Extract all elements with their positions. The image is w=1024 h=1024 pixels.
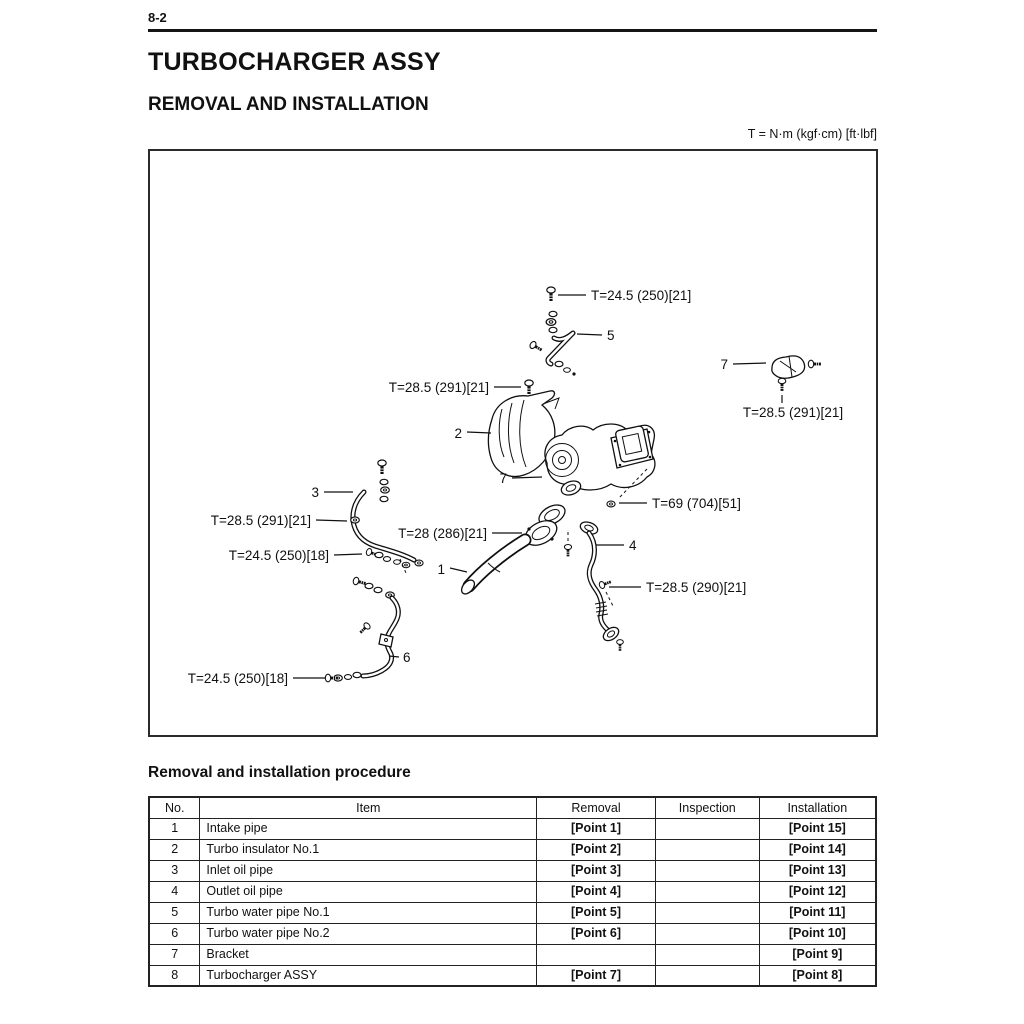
col-header-removal: Removal bbox=[537, 797, 656, 818]
part-label-2: 2 bbox=[454, 426, 462, 441]
cell-removal: [Point 6] bbox=[537, 923, 656, 944]
cell-installation: [Point 14] bbox=[759, 839, 876, 860]
cell-item: Turbo insulator No.1 bbox=[200, 839, 537, 860]
cell-inspection bbox=[655, 818, 759, 839]
exploded-diagram-frame bbox=[148, 149, 878, 737]
cell-item: Turbocharger ASSY bbox=[200, 965, 537, 986]
table-row bbox=[149, 839, 876, 860]
leader-line bbox=[316, 520, 347, 521]
cell-removal: [Point 7] bbox=[537, 965, 656, 986]
cell-installation: [Point 15] bbox=[759, 818, 876, 839]
part-1-intake-pipe-drawing bbox=[459, 540, 525, 596]
parts-diagram bbox=[150, 151, 876, 735]
cell-no: 5 bbox=[149, 902, 200, 923]
cell-inspection bbox=[655, 923, 759, 944]
cell-item: Bracket bbox=[200, 944, 537, 965]
leader-line bbox=[577, 334, 602, 335]
part-label-1: 1 bbox=[437, 562, 445, 577]
torque-callout: T=69 (704)[51] bbox=[652, 496, 741, 511]
part-label-3: 3 bbox=[311, 485, 319, 500]
cell-item: Outlet oil pipe bbox=[200, 881, 537, 902]
cell-no: 2 bbox=[149, 839, 200, 860]
cell-inspection bbox=[655, 881, 759, 902]
cell-removal: [Point 3] bbox=[537, 860, 656, 881]
torque-callout: T=28.5 (290)[21] bbox=[646, 580, 747, 595]
cell-installation: [Point 10] bbox=[759, 923, 876, 944]
cell-removal: [Point 4] bbox=[537, 881, 656, 902]
table-row bbox=[149, 902, 876, 923]
part-4-outlet-oil-pipe-drawing bbox=[579, 520, 624, 651]
cell-inspection bbox=[655, 965, 759, 986]
part-label-4: 4 bbox=[629, 538, 637, 553]
table-row bbox=[149, 965, 876, 986]
part-6-turbo-water-pipe-2-drawing bbox=[325, 577, 398, 682]
torque-callout: T=28.5 (291)[21] bbox=[388, 380, 489, 395]
page-title: TURBOCHARGER ASSY bbox=[148, 48, 441, 76]
cell-installation: [Point 8] bbox=[759, 965, 876, 986]
table-row bbox=[149, 818, 876, 839]
page-number: 8-2 bbox=[148, 10, 167, 25]
leader-line bbox=[450, 568, 467, 572]
cell-installation: [Point 12] bbox=[759, 881, 876, 902]
cell-no: 1 bbox=[149, 818, 200, 839]
cell-item: Intake pipe bbox=[200, 818, 537, 839]
cell-no: 7 bbox=[149, 944, 200, 965]
header-rule bbox=[148, 29, 877, 32]
cell-no: 4 bbox=[149, 881, 200, 902]
table-row bbox=[149, 944, 876, 965]
torque-callout: T=24.5 (250)[18] bbox=[187, 671, 288, 686]
leader-line bbox=[334, 554, 362, 555]
section-heading: REMOVAL AND INSTALLATION bbox=[148, 94, 429, 115]
col-header-inspection: Inspection bbox=[655, 797, 759, 818]
cell-installation: [Point 13] bbox=[759, 860, 876, 881]
cell-installation: [Point 9] bbox=[759, 944, 876, 965]
cell-removal: [Point 5] bbox=[537, 902, 656, 923]
torque-callout: T=24.5 (250)[21] bbox=[591, 288, 692, 303]
leader-line bbox=[467, 432, 491, 433]
leader-line bbox=[733, 363, 766, 364]
cell-item: Turbo water pipe No.1 bbox=[200, 902, 537, 923]
col-header-installation: Installation bbox=[759, 797, 876, 818]
cell-inspection bbox=[655, 944, 759, 965]
table-row bbox=[149, 860, 876, 881]
part-3-inlet-oil-pipe-drawing bbox=[351, 460, 423, 573]
cell-removal: [Point 1] bbox=[537, 818, 656, 839]
cell-no: 6 bbox=[149, 923, 200, 944]
part-7-bracket-drawing bbox=[772, 356, 821, 391]
part-label-6: 6 bbox=[403, 650, 411, 665]
col-header-no: No. bbox=[149, 797, 200, 818]
part-label-7-bracket: 7 bbox=[720, 357, 728, 372]
part-5-turbo-water-pipe-1-drawing bbox=[529, 287, 576, 376]
cell-installation: [Point 11] bbox=[759, 902, 876, 923]
table-header-row bbox=[149, 797, 876, 818]
table-row bbox=[149, 881, 876, 902]
cell-no: 8 bbox=[149, 965, 200, 986]
torque-callout: T=28 (286)[21] bbox=[398, 526, 487, 541]
part-label-7-turbo: 7 bbox=[499, 471, 507, 486]
square-gasket-drawing bbox=[615, 425, 649, 462]
cell-inspection bbox=[655, 839, 759, 860]
cell-item: Inlet oil pipe bbox=[200, 860, 537, 881]
cell-no: 3 bbox=[149, 860, 200, 881]
cell-inspection bbox=[655, 860, 759, 881]
cell-removal bbox=[537, 944, 656, 965]
torque-callout: T=28.5 (291)[21] bbox=[742, 405, 844, 420]
cell-inspection bbox=[655, 902, 759, 923]
torque-callout: T=24.5 (250)[18] bbox=[228, 548, 329, 563]
table-row bbox=[149, 923, 876, 944]
cell-item: Turbo water pipe No.2 bbox=[200, 923, 537, 944]
torque-callout: T=28.5 (291)[21] bbox=[210, 513, 311, 528]
cell-removal: [Point 2] bbox=[537, 839, 656, 860]
col-header-item: Item bbox=[200, 797, 537, 818]
part-label-5: 5 bbox=[607, 328, 615, 343]
procedure-heading: Removal and installation procedure bbox=[148, 764, 411, 781]
procedure-table bbox=[148, 796, 877, 987]
torque-unit-note: T = N·m (kgf·cm) [ft·lbf] bbox=[747, 127, 877, 141]
